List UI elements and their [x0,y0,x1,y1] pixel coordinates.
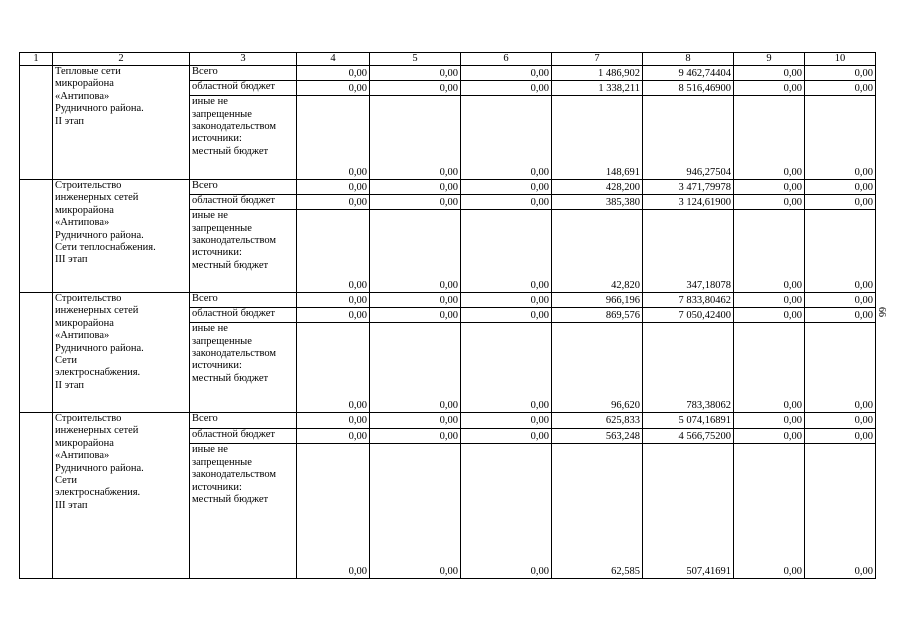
value-cell-col-8: 7 833,80462 [643,293,734,308]
object-name-line: «Антипова» [55,217,110,229]
header-row [20,53,876,66]
source-other-line: законодательством [192,348,277,360]
object-name-line: инженерных сетей [55,305,139,317]
value-cell-col-7: 1 338,211 [552,81,643,96]
object-name-line: Сети [55,475,77,487]
value-cell-col-9: 0,00 [734,210,805,293]
value-cell-col-6: 0,00 [461,293,552,308]
value-cell-col-4: 0,00 [297,210,370,293]
source-other-line: законодательством [192,121,277,133]
source-other-line: источники: [192,481,242,493]
value-cell-col-10: 0,00 [805,308,876,323]
object-name-line: «Антипова» [55,90,110,102]
value-cell-col-6: 0,00 [461,308,552,323]
table-row [20,180,876,195]
value-cell-col-10: 0,00 [805,180,876,195]
value-cell-col-4: 0,00 [297,81,370,96]
value-cell-col-6: 0,00 [461,81,552,96]
value-cell-col-7: 42,820 [552,210,643,293]
value-cell-col-5: 0,00 [370,428,461,444]
value-cell-col-10: 0,00 [805,66,876,81]
value-cell-col-7: 966,196 [552,293,643,308]
value-cell-col-10: 0,00 [805,444,876,579]
source-total: Всего [190,413,297,429]
value-cell-col-4: 0,00 [297,308,370,323]
header-col-4: 4 [297,53,370,66]
object-name-line: III этап [55,254,88,266]
value-cell-col-8: 8 516,46900 [643,81,734,96]
value-cell-col-7: 148,691 [552,96,643,180]
header-col-3: 3 [190,53,297,66]
value-cell-col-8: 9 462,74404 [643,66,734,81]
value-cell-col-8: 507,41691 [643,444,734,579]
source-total: Всего [190,293,297,308]
object-name-line: Строительство [55,413,122,424]
value-cell-col-7: 428,200 [552,180,643,195]
value-cell-col-4: 0,00 [297,293,370,308]
value-cell-col-6: 0,00 [461,180,552,195]
object-name-line: Рудничного района. [55,103,144,115]
value-cell-col-9: 0,00 [734,413,805,429]
value-cell-col-5: 0,00 [370,293,461,308]
table-row [20,66,876,81]
value-cell-col-10: 0,00 [805,323,876,413]
header-col-10: 10 [805,53,876,66]
value-cell-col-10: 0,00 [805,293,876,308]
value-cell-col-8: 5 074,16891 [643,413,734,429]
source-total: Всего [190,180,297,195]
value-cell-col-6: 0,00 [461,66,552,81]
page-number: 66 [876,307,887,317]
table-body [20,66,876,579]
value-cell-col-7: 96,620 [552,323,643,413]
budget-table [19,52,876,579]
source-other [190,444,297,579]
value-cell-col-5: 0,00 [370,66,461,81]
object-name-line: микрорайона [55,204,114,216]
value-cell-col-5: 0,00 [370,323,461,413]
row-index-cell [20,180,53,293]
value-cell-col-10: 0,00 [805,428,876,444]
value-cell-col-4: 0,00 [297,444,370,579]
value-cell-col-4: 0,00 [297,195,370,210]
source-other-line: местный бюджет [192,372,269,384]
value-cell-col-9: 0,00 [734,81,805,96]
source-regional: областной бюджет [190,308,297,323]
value-cell-col-4: 0,00 [297,323,370,413]
table-row [20,293,876,308]
value-cell-col-9: 0,00 [734,323,805,413]
header-col-9: 9 [734,53,805,66]
value-cell-col-5: 0,00 [370,308,461,323]
object-name-line: «Антипова» [55,450,110,462]
object-name-line: Рудничного района. [55,229,144,241]
object-name-line: Тепловые сети [55,66,121,77]
value-cell-col-4: 0,00 [297,413,370,429]
source-other [190,323,297,413]
value-cell-col-5: 0,00 [370,81,461,96]
value-cell-col-8: 4 566,75200 [643,428,734,444]
object-name-cell [53,180,190,293]
value-cell-col-9: 0,00 [734,96,805,180]
object-name-line: электроснабжения. [55,487,141,499]
value-cell-col-7: 869,576 [552,308,643,323]
object-name-line: Строительство [55,293,122,304]
header-col-8: 8 [643,53,734,66]
value-cell-col-9: 0,00 [734,180,805,195]
source-other-line: местный бюджет [192,145,269,157]
source-other [190,96,297,180]
object-name-line: электроснабжения. [55,367,141,379]
value-cell-col-9: 0,00 [734,444,805,579]
source-other-line: источники: [192,133,242,145]
object-name-cell [53,413,190,579]
object-name-line: Сети теплоснабжения. [55,242,156,254]
object-name-line: Строительство [55,180,122,191]
header-col-7: 7 [552,53,643,66]
value-cell-col-10: 0,00 [805,210,876,293]
value-cell-col-5: 0,00 [370,413,461,429]
value-cell-col-7: 563,248 [552,428,643,444]
value-cell-col-5: 0,00 [370,96,461,180]
value-cell-col-6: 0,00 [461,413,552,429]
value-cell-col-6: 0,00 [461,444,552,579]
source-other-line: источники: [192,247,242,259]
object-name-line: инженерных сетей [55,425,139,437]
value-cell-col-6: 0,00 [461,195,552,210]
value-cell-col-7: 625,833 [552,413,643,429]
value-cell-col-7: 1 486,902 [552,66,643,81]
value-cell-col-6: 0,00 [461,428,552,444]
value-cell-col-10: 0,00 [805,413,876,429]
source-other-line: запрещенные [192,335,252,347]
table-row [20,413,876,429]
value-cell-col-5: 0,00 [370,444,461,579]
header-col-5: 5 [370,53,461,66]
value-cell-col-9: 0,00 [734,195,805,210]
value-cell-col-9: 0,00 [734,66,805,81]
value-cell-col-8: 3 471,79978 [643,180,734,195]
value-cell-col-4: 0,00 [297,96,370,180]
object-name-cell [53,66,190,180]
value-cell-col-6: 0,00 [461,210,552,293]
object-name-cell [53,293,190,413]
object-name-line: II этап [55,115,84,127]
row-index-cell [20,66,53,180]
source-other-line: запрещенные [192,108,252,120]
object-name-line: Рудничного района. [55,342,144,354]
object-name-line: Сети [55,355,77,367]
value-cell-col-6: 0,00 [461,96,552,180]
object-name-line: II этап [55,379,84,391]
source-regional: областной бюджет [190,81,297,96]
source-other-line: запрещенные [192,456,252,468]
object-name-line: инженерных сетей [55,192,139,204]
table-header [20,53,876,66]
source-regional: областной бюджет [190,428,297,444]
value-cell-col-7: 385,380 [552,195,643,210]
value-cell-col-4: 0,00 [297,428,370,444]
source-other [190,210,297,293]
source-regional: областной бюджет [190,195,297,210]
source-total: Всего [190,66,297,81]
source-other-line: иные не [192,323,228,335]
value-cell-col-7: 62,585 [552,444,643,579]
object-name-line: микрорайона [55,78,114,90]
source-other-line: иные не [192,444,228,456]
source-other-line: иные не [192,210,228,222]
object-name-line: «Антипова» [55,330,110,342]
source-other-line: местный бюджет [192,259,269,271]
value-cell-col-8: 3 124,61900 [643,195,734,210]
value-cell-col-5: 0,00 [370,210,461,293]
object-name-line: микрорайона [55,317,114,329]
value-cell-col-5: 0,00 [370,195,461,210]
value-cell-col-10: 0,00 [805,96,876,180]
value-cell-col-8: 347,18078 [643,210,734,293]
value-cell-col-9: 0,00 [734,428,805,444]
source-other-line: законодательством [192,235,277,247]
value-cell-col-8: 7 050,42400 [643,308,734,323]
value-cell-col-4: 0,00 [297,180,370,195]
object-name-line: микрорайона [55,437,114,449]
source-other-line: местный бюджет [192,493,269,505]
value-cell-col-8: 946,27504 [643,96,734,180]
value-cell-col-5: 0,00 [370,180,461,195]
row-index-cell [20,293,53,413]
source-other-line: источники: [192,360,242,372]
header-col-2: 2 [53,53,190,66]
header-col-1: 1 [20,53,53,66]
value-cell-col-8: 783,38062 [643,323,734,413]
value-cell-col-9: 0,00 [734,308,805,323]
header-col-6: 6 [461,53,552,66]
value-cell-col-10: 0,00 [805,81,876,96]
source-other-line: иные не [192,96,228,108]
value-cell-col-9: 0,00 [734,293,805,308]
object-name-line: III этап [55,499,88,511]
value-cell-col-4: 0,00 [297,66,370,81]
value-cell-col-10: 0,00 [805,195,876,210]
source-other-line: запрещенные [192,222,252,234]
source-other-line: законодательством [192,469,277,481]
row-index-cell [20,413,53,579]
object-name-line: Рудничного района. [55,462,144,474]
value-cell-col-6: 0,00 [461,323,552,413]
